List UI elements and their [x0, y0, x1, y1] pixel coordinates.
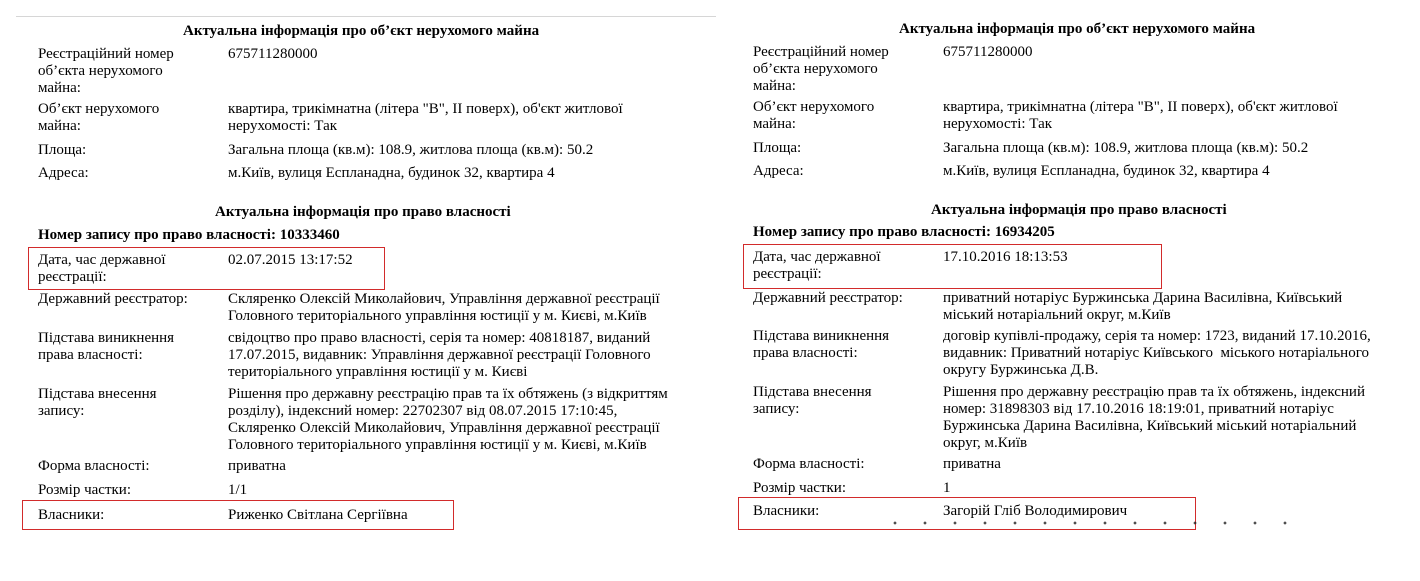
- basis-entry-label: Підстава внесення запису:: [38, 386, 157, 419]
- registrar-value: Скляренко Олексій Миколайович, Управління державної реєстрації Головного територіального управління юстиції у м. Києві, м.Київ: [228, 291, 660, 324]
- reg-date-label: Дата, час державної реєстрації:: [38, 252, 166, 285]
- ownership-form-value: приватна: [228, 458, 286, 474]
- basis-entry-value: Рішення про державну реєстрацію прав та їх обтяжень, індексний номер: 31898303 від 17.10.2016 18:19:01, приватний нотаріус Буржинська Дарина Василівна, Київський міський нотаріальний округ, м.Київ: [943, 384, 1365, 451]
- area-value: Загальна площа (кв.м): 108.9, житлова площа (кв.м): 50.2: [228, 142, 594, 158]
- reg-number-label: Реєстраційний номер об’єкта нерухомого майна:: [753, 44, 889, 94]
- owners-label: Власники:: [38, 507, 105, 523]
- address-value: м.Київ, вулиця Еспланадна, будинок 32, квартира 4: [943, 163, 1270, 179]
- address-label: Адреса:: [38, 165, 89, 181]
- owners-value: Загорій Гліб Володимирович: [943, 503, 1128, 519]
- share-value: 1: [943, 480, 951, 496]
- object-heading: Актуальна інформація про об’єкт нерухомого майна: [899, 21, 1256, 37]
- object-value: квартира, трикімнатна (літера "В", II поверх), об'єкт житлової нерухомості: Так: [228, 101, 623, 134]
- ownership-form-label: Форма власності:: [753, 456, 865, 472]
- owners-label: Власники:: [753, 503, 820, 519]
- rights-heading: Актуальна інформація про право власності: [215, 204, 511, 220]
- object-label: Об’єкт нерухомого майна:: [38, 101, 160, 134]
- record-number: Номер запису про право власності: 10333460: [38, 227, 340, 243]
- share-label: Розмір частки:: [753, 480, 846, 496]
- object-label: Об’єкт нерухомого майна:: [753, 99, 875, 132]
- basis-entry-value: Рішення про державну реєстрацію прав та їх обтяжень (з відкриттям розділу), індексний номер: 22702307 від 08.07.2015 17:10:45, Скляренко Олексій Миколайович, Управління державної реєстрації Головного територіального управління юстиції у м. Києві, м.Київ: [228, 386, 668, 453]
- right-record-panel: [720, 0, 1420, 581]
- ownership-form-value: приватна: [943, 456, 1001, 472]
- basis-entry-label: Підстава внесення запису:: [753, 384, 872, 417]
- owners-value: Риженко Світлана Сергіївна: [228, 507, 408, 523]
- reg-date-label: Дата, час державної реєстрації:: [753, 249, 881, 282]
- area-label: Площа:: [753, 140, 802, 156]
- address-value: м.Київ, вулиця Еспланадна, будинок 32, квартира 4: [228, 165, 555, 181]
- share-label: Розмір частки:: [38, 482, 131, 498]
- area-label: Площа:: [38, 142, 87, 158]
- reg-date-value: 02.07.2015 13:17:52: [228, 252, 353, 268]
- top-divider: [16, 16, 716, 17]
- ownership-form-label: Форма власності:: [38, 458, 150, 474]
- reg-number-value: 675711280000: [228, 46, 318, 62]
- record-number: Номер запису про право власності: 16934205: [753, 224, 1055, 240]
- reg-number-label: Реєстраційний номер об’єкта нерухомого майна:: [38, 46, 174, 96]
- cropped-text-fragment: [880, 520, 1300, 526]
- reg-number-value: 675711280000: [943, 44, 1033, 60]
- area-value: Загальна площа (кв.м): 108.9, житлова площа (кв.м): 50.2: [943, 140, 1309, 156]
- object-value: квартира, трикімнатна (літера "В", II поверх), об'єкт житлової нерухомості: Так: [943, 99, 1338, 132]
- registrar-label: Державний реєстратор:: [38, 291, 188, 307]
- rights-heading: Актуальна інформація про право власності: [931, 202, 1227, 218]
- registrar-label: Державний реєстратор:: [753, 290, 903, 306]
- reg-date-value: 17.10.2016 18:13:53: [943, 249, 1068, 265]
- address-label: Адреса:: [753, 163, 804, 179]
- basis-origin-label: Підстава виникнення права власності:: [38, 330, 175, 363]
- share-value: 1/1: [228, 482, 248, 498]
- basis-origin-value: свідоцтво про право власності, серія та номер: 40818187, виданий 17.07.2015, видавник: Управління державної реєстрації Головного територіального управління юстиції у м. Києві: [228, 330, 651, 380]
- registrar-value: приватний нотаріус Буржинська Дарина Василівна, Київський міський нотаріальний округ, м.Київ: [943, 290, 1343, 323]
- object-heading: Актуальна інформація про об’єкт нерухомого майна: [183, 23, 540, 39]
- basis-origin-value: договір купівлі-продажу, серія та номер: 1723, виданий 17.10.2016, видавник: Приватний нотаріус Київського міського нотаріального округу Буржинська Д.В.: [943, 328, 1371, 378]
- basis-origin-label: Підстава виникнення права власності:: [753, 328, 890, 361]
